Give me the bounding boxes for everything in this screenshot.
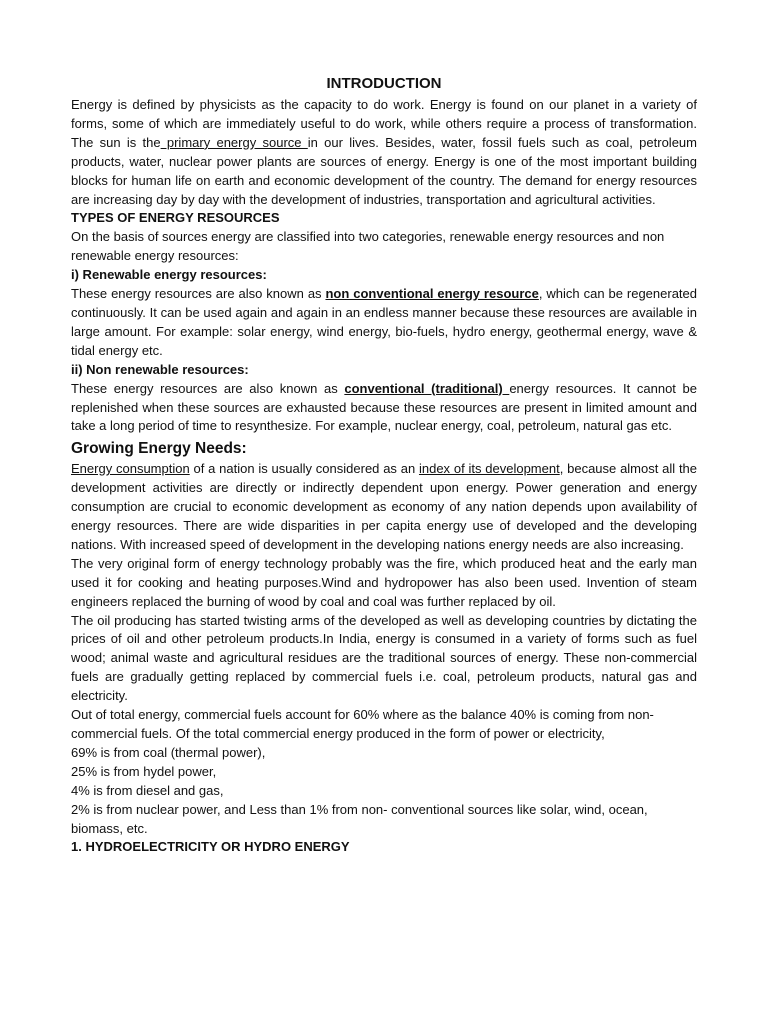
intro-text-start: Energy is defined by physicists as the capacity to do work. Energy is found on our planet in a variety of forms, some of which are immediately useful to do work, while others require a process of transformation. The sun is the xyxy=(71,97,697,150)
list-item: 2% is from nuclear power, and Less than 1% from non- conventional sources like solar, wind, ocean, biomass, etc. xyxy=(71,801,648,836)
non-conventional-resource-link[interactable]: non conventional energy resource xyxy=(325,286,539,302)
nonrenewable-text-end: energy resources. It cannot be replenished when these sources are exhausted because these resources are present in limited amount and take a long period of time to resynthesize. For example, nuclear energy, coal, petroleum, natural gas etc. xyxy=(71,380,698,434)
intro-text-end: in our lives. Besides, water, fossil fuels such as coal, petroleum products, water, nuclear power plants are sources of energy. Energy is one of the most important building blocks for human life on earth and economic development of the country. The demand for energy resources are increasing day by day with the development of industries, transportation and agricultural activities. xyxy=(71,134,697,207)
renewable-text-start: These energy resources are also known as xyxy=(71,286,326,302)
list-item: 25% is from hydel power, xyxy=(71,763,217,779)
intro-paragraph xyxy=(71,96,697,209)
renewable-heading: i) Renewable energy resources: xyxy=(71,267,267,283)
growing-energy-heading: Growing Energy Needs: xyxy=(71,440,247,458)
list-item: 4% is from diesel and gas, xyxy=(71,782,224,798)
renewable-text-end: , which can be regenerated continuously. It can be used again and again in an endless manner because these resources are available in large amount. For example: solar energy, wind energy, bio-fuels, hydro energy, geothermal energy, wave & tidal energy etc. xyxy=(71,286,697,358)
energy-consumption-link[interactable]: Energy consumption xyxy=(71,461,190,477)
document-page xyxy=(71,73,697,857)
nonrenewable-heading: ii) Non renewable resources: xyxy=(71,361,249,377)
page-title: INTRODUCTION xyxy=(326,75,442,92)
nonrenewable-paragraph xyxy=(71,380,697,437)
growing-paragraph-2: The very original form of energy technology probably was the fire, which produced heat and the early man used it for cooking and heating purposes.Wind and hydropower has also been used. Invention of steam engineers replaced the burning of wood by coal and coal was further replaced by oil. xyxy=(71,555,697,609)
growing-paragraph-1 xyxy=(71,460,697,555)
types-heading: TYPES OF ENERGY RESOURCES xyxy=(71,210,280,226)
nonrenewable-text-start: These energy resources are also known as xyxy=(71,380,345,396)
renewable-paragraph xyxy=(71,285,697,361)
index-of-development-link[interactable]: index of its development xyxy=(418,461,560,477)
growing-paragraph-4: Out of total energy, commercial fuels account for 60% where as the balance 40% is coming from non-commercial fuels. Of the total commercial energy produced in the form of power or electricity, xyxy=(71,707,654,741)
hydroelectricity-heading: 1. HYDROELECTRICITY OR HYDRO ENERGY xyxy=(71,839,350,855)
conventional-traditional-link[interactable]: conventional (traditional) xyxy=(344,380,510,396)
primary-energy-source-link[interactable]: primary energy source xyxy=(160,134,308,150)
growing-p1-end: , because almost all the development activities are directly or indirectly dependent upon energy. Power generation and energy consumption are crucial to economic development as economy of any nation depends upon availability of energy resources. There are wide disparities in per capita energy use of developed and the developing nations. With increased speed of development in the developing nations energy needs are also increasing. xyxy=(71,461,698,552)
types-paragraph: On the basis of sources energy are classified into two categories, renewable energy resources and non renewable energy resources: xyxy=(71,229,665,264)
list-item: 69% is from coal (thermal power), xyxy=(71,744,266,760)
growing-paragraph-3: The oil producing has started twisting arms of the developed as well as developing countries by dictating the prices of oil and other petroleum products.In India, energy is consumed in a variety of forms such as fuel wood; animal waste and agricultural residues are the traditional sources of energy. These non-commercial fuels are gradually getting replaced by commercial fuels i.e. coal, petroleum products, natural gas and electricity. xyxy=(71,612,697,704)
growing-p1-mid: of a nation is usually considered as an xyxy=(189,461,419,477)
